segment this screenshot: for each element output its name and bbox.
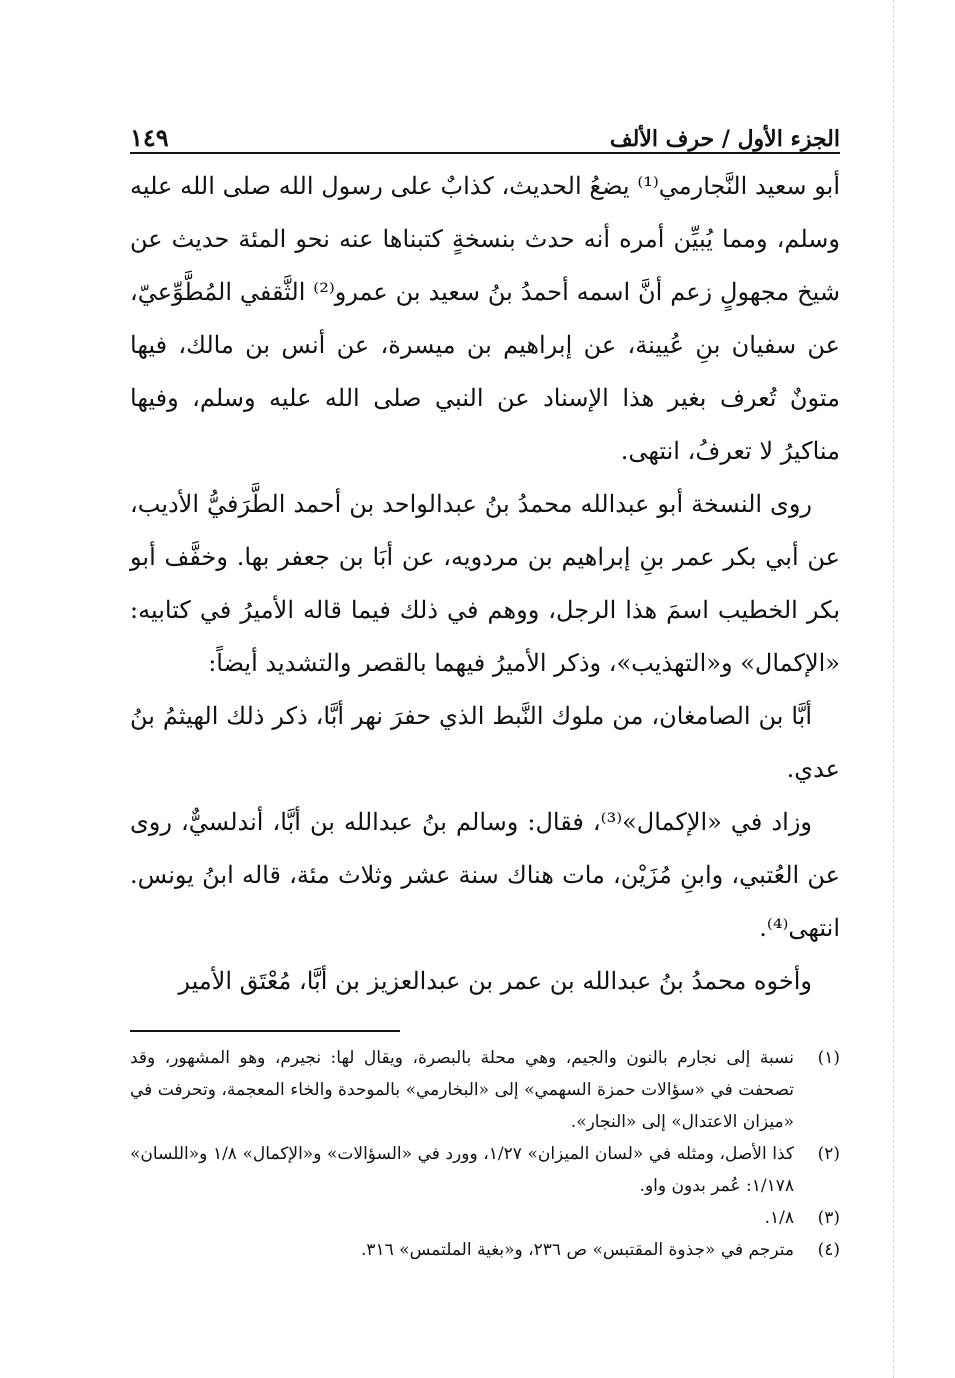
footnote-number: (٢): [817, 1144, 840, 1164]
footnote: [130, 1202, 840, 1234]
footnote-number: (٤): [817, 1240, 840, 1260]
running-title: الجزء الأول / حرف الألف: [609, 126, 840, 152]
footnote-text: مترجم في «جذوة المقتبس» ص ٢٣٦، و«بغية الملتمس» ٣١٦.: [360, 1240, 794, 1260]
running-header: [130, 112, 840, 154]
footnote-text: ١/٨.: [764, 1208, 794, 1228]
page-number: ١٤٩: [130, 123, 169, 152]
footnote-separator: [130, 1030, 400, 1032]
book-page: [130, 112, 840, 1266]
paragraph: أبَّا بن الصامغان، من ملوك النَّبط الذي حفرَ نهر أبَّا، ذكر ذلك الهيثمُ بنُ عدي.: [130, 702, 840, 783]
main-text: [130, 160, 840, 1008]
footnote-number: (٣): [817, 1208, 840, 1228]
paragraph: روى النسخة أبو عبدالله محمدُ بنُ عبدالواحد بن أحمد الطَّرَفيُّ الأديب، عن أبي بكر عمر بنِ إبراهيم بن مردويه، عن أبَا بن جعفر بها. وخفَّف أبو بكر الخطيب اسمَ هذا الرجل، ووهم في ذلك فيما قاله الأميرُ في كتابيه: «الإكمال» و«التهذيب»، وذكر الأميرُ فيهما بالقصر والتشديد أيضاً:: [130, 490, 840, 677]
paragraph: وأخوه محمدُ بنُ عبدالله بن عمر بن عبدالعزيز بن أبَّا، مُعْتَق الأمير: [178, 967, 812, 995]
paragraph: أبو سعيد النَّجارمي⁽¹⁾ يضعُ الحديث، كذابٌ على رسول الله صلى الله عليه وسلم، ومما يُبيِّن أمره أنه حدث بنسخةٍ كتبناها عنه نحو المئة حديث عن شيخ مجهولٍ زعم أنَّ اسمه أحمدُ بنُ سعيد بن عمرو⁽²⁾ الثَّقفي المُطَّوِّعيّ، عن سفيان بنِ عُيينة، عن إبراهيم بن ميسرة، عن أنس بن مالك، فيها متونٌ تُعرف بغير هذا الإسناد عن النبي صلى الله عليه وسلم، وفيها مناكيرُ لا تعرفُ، انتهى.: [130, 172, 840, 465]
footnote: [130, 1042, 840, 1138]
footnote: [130, 1138, 840, 1202]
scan-margin-line: [893, 0, 894, 1378]
footnotes: [130, 1042, 840, 1266]
footnote: [130, 1234, 840, 1266]
paragraph: وزاد في «الإكمال»⁽³⁾، فقال: وسالم بنُ عبدالله بن أبَّا، أندلسيٌّ، روى عن العُتبي، وابنِ مُزَيْن، مات هناك سنة عشر وثلاث مئة، قاله ابنُ يونس. انتهى⁽⁴⁾.: [130, 808, 840, 942]
footnote-text: كذا الأصل، ومثله في «لسان الميزان» ١/٢٧، وورد في «السؤالات» و«الإكمال» ١/٨ و«اللسان» ١/١٧٨: عُمر بدون واو.: [130, 1144, 794, 1196]
footnote-text: نسبة إلى نجارم بالنون والجيم، وهي محلة بالبصرة، ويقال لها: نجيرم، وهو المشهور، وقد تصحفت في «سؤالات حمزة السهمي» إلى «البخارمي» بالموحدة والخاء المعجمة، وتحرفت في «ميزان الاعتدال» إلى «النجار».: [130, 1048, 794, 1132]
footnote-number: (١): [817, 1048, 840, 1068]
